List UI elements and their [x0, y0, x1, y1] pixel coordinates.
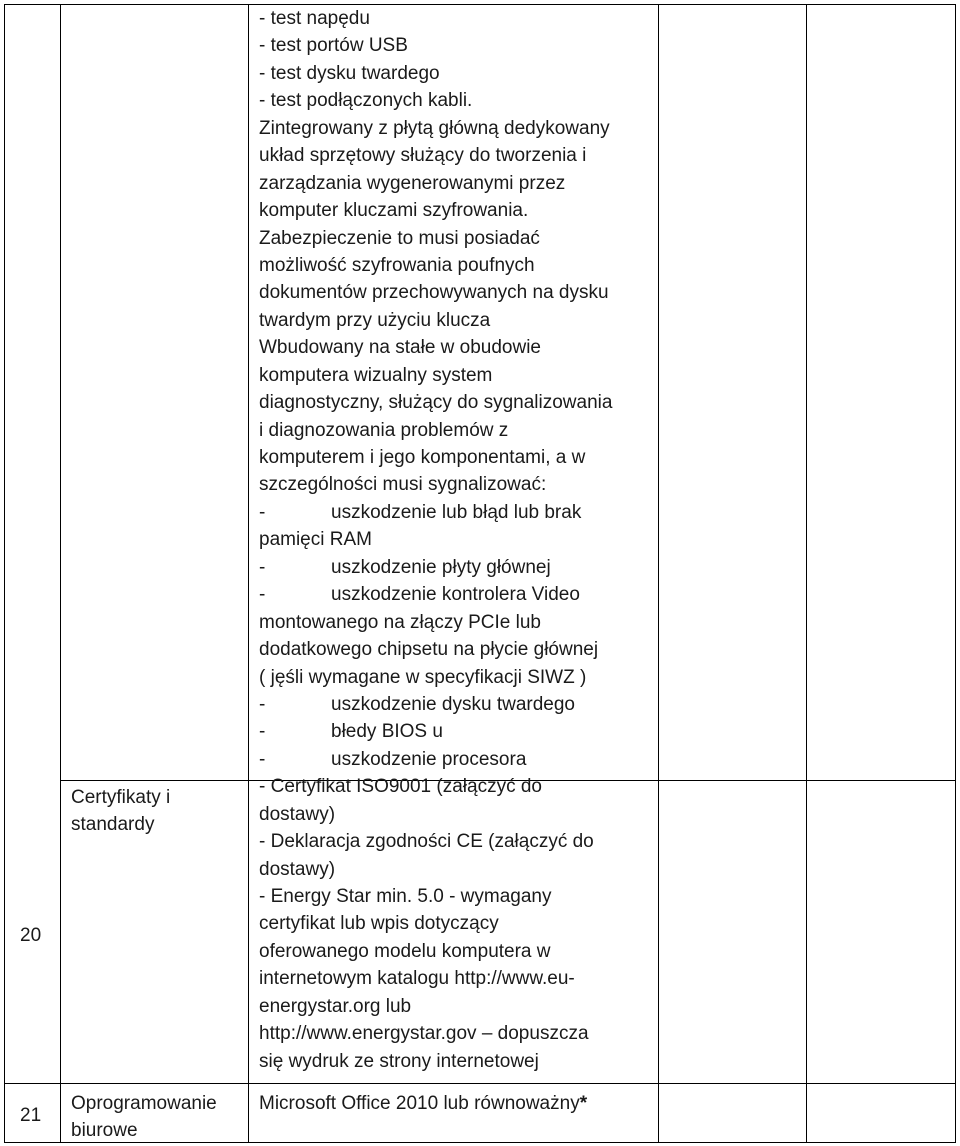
text-line: oferowanego modelu komputera w [259, 940, 551, 962]
row-category-20 [71, 784, 170, 838]
diag-item: - uszkodzenie procesora [259, 748, 527, 770]
diag-item: - uszkodzenie kontrolera Video [259, 584, 580, 606]
category-line: Certyfikaty i [71, 787, 171, 808]
text-line: Zintegrowany z płytą główną dedykowany [259, 117, 610, 139]
diag-item: - uszkodzenie lub błąd lub brak [259, 501, 582, 523]
text-line: internetowym katalogu http://www.eu- [259, 968, 575, 990]
table-border-right [955, 4, 956, 1143]
text-line: diagnostyczny, służący do sygnalizowania [259, 392, 613, 414]
text-line: - test podłączonych kabli. [259, 90, 473, 112]
text-line: - Energy Star min. 5.0 - wymagany [259, 886, 552, 907]
text-line: się wydruk ze strony internetowej [259, 1050, 539, 1072]
text-line: Zabezpieczenie to musi posiadać [259, 227, 540, 249]
diag-item: ( jęśli wymagane w specyfikacji SIWZ ) [259, 666, 587, 688]
text-line: komputerem i jego komponentami, a w [259, 447, 586, 468]
row-separator-21 [4, 1083, 956, 1084]
text-line: komputer kluczami szyfrowania. [259, 200, 529, 222]
table-divider-category [248, 4, 249, 1143]
text-line: komputera wizualny system [259, 364, 493, 386]
text-line: układ sprzętowy służący do tworzenia i [259, 145, 587, 167]
text-line: - test napędu [259, 8, 370, 29]
office-requirement: Microsoft Office 2010 lub równoważny* [259, 1093, 588, 1114]
category-line: Oprogramowanie [71, 1093, 217, 1114]
text-line: dostawy) [259, 858, 336, 880]
diag-item: - uszkodzenie dysku twardego [259, 693, 575, 715]
diag-item: - uszkodzenie płyty głównej [259, 556, 551, 578]
table-border-left [4, 4, 5, 1143]
text-line: Wbudowany na stałe w obudowie [259, 337, 542, 359]
text-line: twardym przy użyciu klucza [259, 309, 491, 331]
text-line: - test portów USB [259, 35, 408, 57]
row-number-20: 20 [20, 925, 42, 946]
row-category-21 [71, 1090, 217, 1144]
text-line: http://www.energystar.gov – dopuszcza [259, 1023, 589, 1045]
text-line: możliwość szyfrowania poufnych [259, 254, 535, 276]
diag-item: dodatkowego chipsetu na płycie głównej [259, 639, 599, 661]
diag-item: - błedy BIOS u [259, 721, 443, 743]
text-line: dostawy) [259, 803, 336, 825]
text-line: energystar.org lub [259, 995, 412, 1017]
description-cell [259, 5, 659, 1075]
text-line: certyfikat lub wpis dotyczący [259, 913, 499, 935]
text-line: - Certyfikat ISO9001 (załączyć do [259, 776, 542, 798]
table-divider-extra [806, 4, 807, 1143]
diag-item: pamięci RAM [259, 529, 372, 551]
row-number-21: 21 [20, 1105, 42, 1126]
text-line: zarządzania wygenerowanymi przez [259, 172, 566, 194]
text-line: - test dysku twardego [259, 62, 440, 84]
text-line: i diagnozowania problemów z [259, 419, 509, 441]
category-line: biurowe [71, 1120, 138, 1141]
diag-item: montowanego na złączy PCIe lub [259, 611, 541, 633]
text-line: dokumentów przechowywanych na dysku [259, 282, 609, 304]
text-line: - Deklaracja zgodności CE (załączyć do [259, 831, 594, 853]
table-divider-number [60, 4, 61, 1143]
text-line: szczególności musi sygnalizować: [259, 474, 547, 496]
category-line: standardy [71, 814, 155, 835]
